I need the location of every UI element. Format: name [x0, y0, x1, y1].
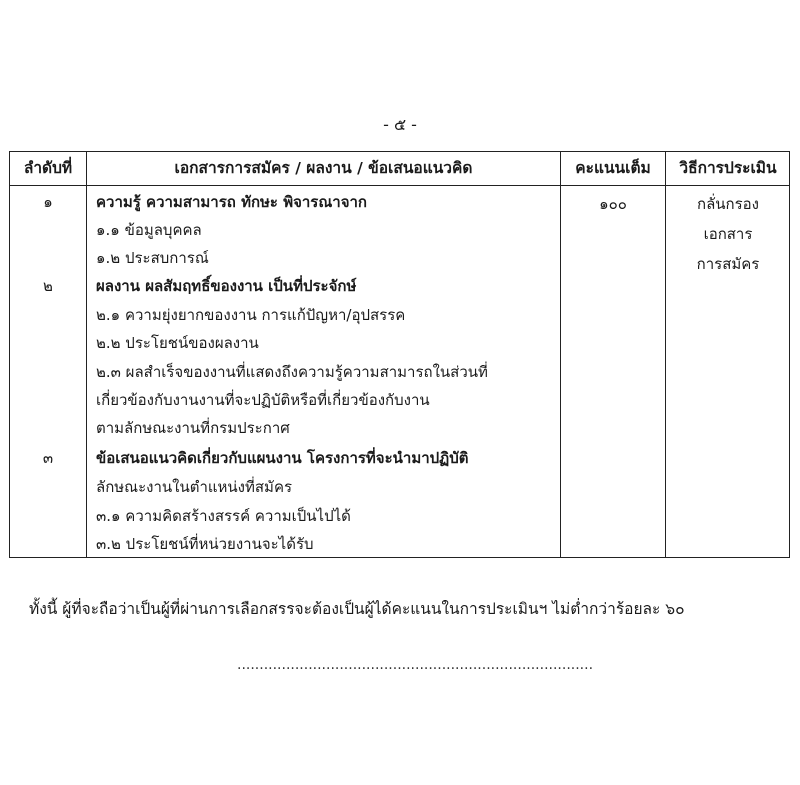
footnote: ทั้งนี้ ผู้ที่จะถือว่าเป็นผู้ที่ผ่านการเลือกสรรจะต้องเป็นผู้ได้คะแนนในการประเมินฯ ไม่ต่ำกว่าร้อยละ ๖๐ — [29, 600, 685, 618]
header-order: ลำดับที่ — [23, 159, 73, 177]
header-method: วิธีการประเมิน — [679, 159, 777, 177]
header-documents: เอกสารการสมัคร / ผลงาน / ข้อเสนอแนวคิด — [174, 159, 473, 177]
method-line: การสมัคร — [696, 255, 760, 273]
section-item: ๒.๑ ความยุ่งยากของงาน การแก้ปัญหา/อุปสรรค — [96, 306, 406, 324]
column-divider — [86, 152, 87, 557]
section-number: ๑ — [43, 193, 53, 211]
section-item: ๓.๑ ความคิดสร้างสรรค์ ความเป็นไปได้ — [96, 507, 351, 525]
section-number: ๓ — [42, 449, 54, 467]
page-number: - ๕ - — [383, 115, 417, 134]
section-item: ๒.๒ ประโยชน์ของผลงาน — [96, 334, 259, 352]
section-title: ผลงาน ผลสัมฤทธิ์ของงาน เป็นที่ประจักษ์ — [96, 277, 357, 295]
section-item: ๒.๓ ผลสำเร็จของงานที่แสดงถึงความรู้ความสามารถในส่วนที่ — [96, 363, 488, 381]
section-item: ๓.๒ ประโยชน์ที่หน่วยงานจะได้รับ — [96, 535, 314, 553]
section-item: ๑.๑ ข้อมูลบุคคล — [96, 221, 202, 239]
section-item: ๑.๒ ประสบการณ์ — [96, 249, 209, 267]
dotted-line: ................................................................................ — [237, 657, 594, 673]
method-line: เอกสาร — [703, 225, 753, 243]
full-score-value: ๑๐๐ — [599, 195, 627, 213]
header-full-score: คะแนนเต็ม — [575, 159, 651, 177]
section-item: ตามลักษณะงานที่กรมประกาศ — [96, 419, 290, 437]
method-line: กลั่นกรอง — [697, 195, 759, 213]
section-number: ๒ — [43, 277, 53, 295]
section-title: ข้อเสนอแนวคิดเกี่ยวกับแผนงาน โครงการที่จะนำมาปฏิบัติ — [96, 449, 469, 467]
section-item: เกี่ยวข้องกับงานงานที่จะปฏิบัติหรือที่เกี่ยวข้องกับงาน — [96, 391, 430, 409]
header-divider — [10, 185, 789, 186]
section-item: ลักษณะงานในตำแหน่งที่สมัคร — [96, 478, 293, 496]
section-title: ความรู้ ความสามารถ ทักษะ พิจารณาจาก — [96, 193, 367, 211]
evaluation-table — [9, 151, 790, 558]
